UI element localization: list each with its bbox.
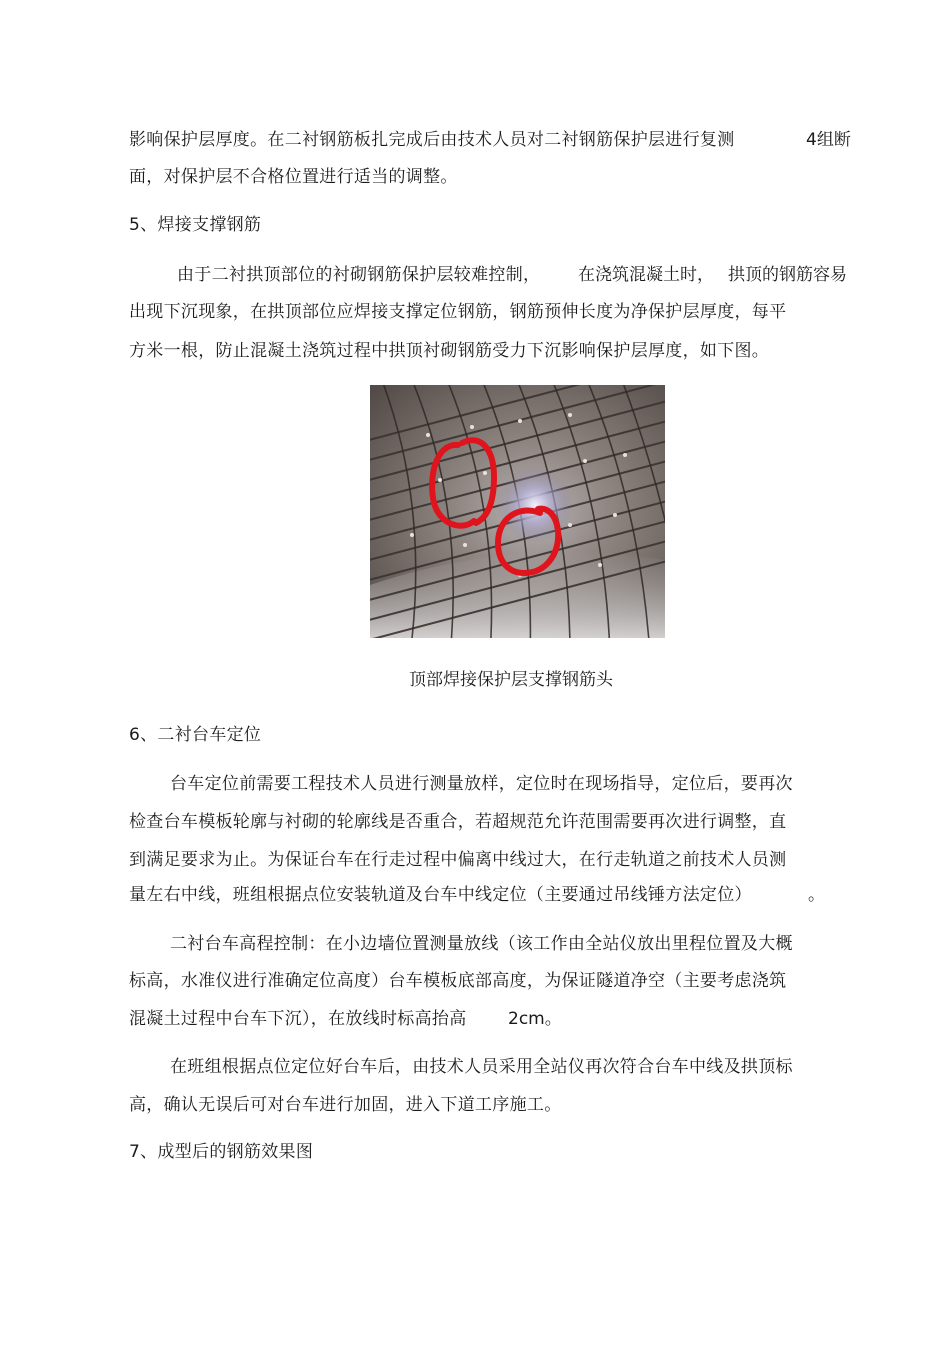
figure-caption: 顶部焊接保护层支撑钢筋头	[409, 670, 613, 690]
rebar-photo	[370, 385, 665, 638]
paragraph-line-segment: 在浇筑混凝土时，	[578, 265, 714, 285]
paragraph-line: 到满足要求为止。为保证台车在行走过程中偏离中线过大，在行走轨道之前技术人员测	[129, 850, 787, 870]
paragraph-line: 标高，水准仪进行准确定位高度）台车模板底部高度，为保证隧道净空（主要考虑浇筑	[129, 971, 787, 991]
paragraph-line: 在班组根据点位定位好台车后，由技术人员采用全站仪再次符合台车中线及拱顶标	[170, 1057, 793, 1077]
paragraph-line: 混凝土过程中台车下沉），在放线时标高抬高	[129, 1009, 467, 1029]
paragraph-line: 出现下沉现象，在拱顶部位应焊接支撑定位钢筋，钢筋预伸长度为净保护层厚度，每平	[129, 302, 787, 322]
paragraph-line-tail: 。	[808, 885, 825, 905]
paragraph-line: 台车定位前需要工程技术人员进行测量放样，定位时在现场指导，定位后，要再次	[170, 774, 793, 794]
paragraph-line: 检查台车模板轮廓与衬砌的轮廓线是否重合，若超规范允许范围需要再次进行调整，直	[129, 812, 787, 832]
paragraph-line-segment: 拱顶的钢筋容易	[728, 265, 847, 285]
paragraph-line-tail: 4组断	[806, 130, 851, 150]
paragraph-line: 由于二衬拱顶部位的衬砌钢筋保护层较难控制，	[177, 265, 541, 285]
paragraph-line: 高，确认无误后可对台车进行加固，进入下道工序施工。	[129, 1095, 562, 1115]
section-heading-7: 7、成型后的钢筋效果图	[129, 1142, 314, 1162]
paragraph-line: 影响保护层厚度。在二衬钢筋板扎完成后由技术人员对二衬钢筋保护层进行复测	[129, 130, 735, 150]
paragraph-line: 方米一根，防止混凝土浇筑过程中拱顶衬砌钢筋受力下沉影响保护层厚度，如下图。	[129, 341, 770, 361]
paragraph-line: 二衬台车高程控制：在小边墙位置测量放线（该工作由全站仪放出里程位置及大概	[170, 934, 793, 954]
paragraph-line: 面，对保护层不合格位置进行适当的调整。	[129, 167, 458, 187]
paragraph-line: 量左右中线，班组根据点位安装轨道及台车中线定位（主要通过吊线锤方法定位）	[129, 885, 752, 905]
section-heading-5: 5、焊接支撑钢筋	[129, 215, 262, 235]
paragraph-line-tail: 2cm。	[508, 1009, 562, 1029]
section-heading-6: 6、二衬台车定位	[129, 725, 262, 745]
